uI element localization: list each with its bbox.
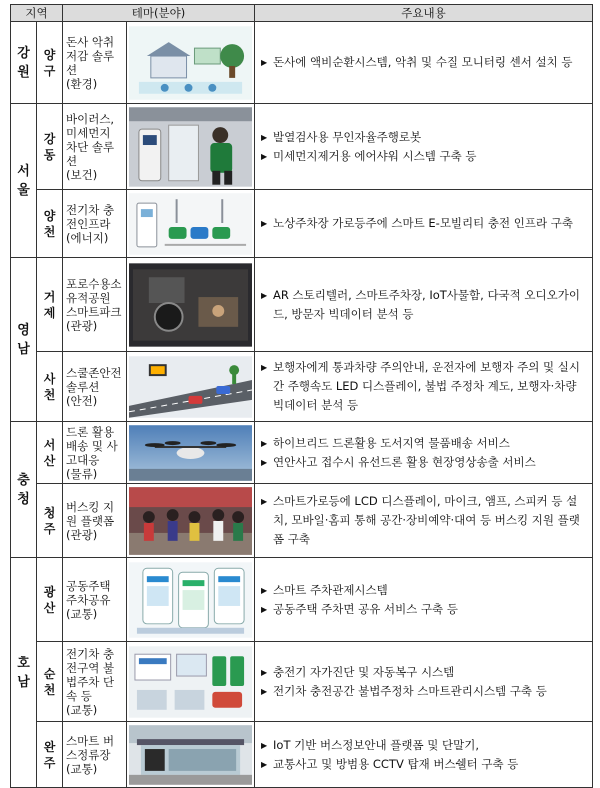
theme-cell [63,104,127,190]
theme-cell [63,422,127,484]
bullet-icon: ▶ [261,667,268,677]
content-cell [255,258,593,352]
region-label: 충 청 [17,472,30,507]
table-row [11,190,593,258]
list-item: ▶ 전기차 충전공간 불법주정차 스마트관리시스템 구축 등 [261,682,586,701]
content-cell [255,558,593,642]
image-cell [127,422,255,484]
list-item: ▶ 하이브리드 드론활용 도서지역 물품배송 서비스 [261,434,586,453]
theme-title: 공동주택 주차공유 [66,578,111,607]
bullet-icon: ▶ [261,438,268,448]
bullet-icon: ▶ [261,585,268,595]
list-item: ▶ 보행자에게 통과차량 주의안내, 운전자에 보행자 주의 및 실시간 주행속도 LED 디스플레이, 불법 주정차 계도, 보행자·차량 빅데이터 분석 등 [261,358,586,415]
city-cell [37,104,63,190]
region-cell [11,258,37,422]
theme-cell [63,190,127,258]
city-label: 거 제 [43,289,56,320]
image-cell [127,352,255,422]
bullet-icon: ▶ [261,219,268,228]
image-cell [127,484,255,558]
bullet-icon: ▶ [261,151,268,161]
city-label: 완 주 [43,739,56,770]
robot-kiosk-photo [129,107,252,187]
bullet-icon: ▶ [261,759,268,769]
bullet-icon: ▶ [261,363,268,372]
theme-cell [63,258,127,352]
bullet-icon: ▶ [261,604,268,614]
region-cell [11,422,37,558]
school-zone-diagram [129,356,252,418]
table-header-row [11,5,593,22]
list-item: ▶ 스마트 주차관제시스템 [261,581,586,600]
theme-category: (안전) [66,393,98,408]
theme-title: 스쿨존안전 솔루션 [66,365,122,394]
table-row [11,352,593,422]
city-label: 양 천 [43,208,56,239]
region-label: 호 남 [17,655,30,690]
ev-enforcement-diagram [129,646,252,718]
table-row [11,642,593,722]
theme-category: (관광) [66,318,98,333]
theme-title: 드론 활용 배송 및 사고대응 [66,424,118,467]
image-cell [127,258,255,352]
image-cell [127,190,255,258]
theme-title: 스마트 버스정류장 [66,733,115,762]
city-cell [37,558,63,642]
theme-title: 포로수용소 유적공원 스마트파크 [66,276,122,319]
content-cell [255,642,593,722]
theme-cell [63,352,127,422]
city-label: 사 천 [43,371,56,402]
parking-app-screens [129,562,252,638]
ev-charger-icon [129,193,252,255]
image-cell [127,558,255,642]
image-cell [127,104,255,190]
theme-category: (환경) [66,76,98,91]
city-cell [37,352,63,422]
content-cell [255,22,593,104]
table-row [11,104,593,190]
theme-cell [63,22,127,104]
list-item: ▶ 미세먼지제거용 에어샤워 시스템 구축 등 [261,147,586,166]
theme-cell [63,558,127,642]
city-cell [37,258,63,352]
region-label: 강 원 [17,45,30,80]
theme-title: 버스킹 지원 플랫폼 [66,499,115,528]
bullet-icon: ▶ [261,58,268,67]
table-row [11,484,593,558]
bullet-icon: ▶ [261,132,268,142]
city-cell [37,642,63,722]
city-cell [37,484,63,558]
header-content: 주요내용 [255,5,593,22]
content-cell [255,422,593,484]
list-item: ▶ 공동주택 주차면 공유 서비스 구축 등 [261,600,586,619]
theme-category: (관광) [66,527,98,542]
theme-category: (교통) [66,606,98,621]
theme-title: 전기차 충전구역 불법주차 단속 등 [66,646,115,703]
bullet-icon: ▶ [261,290,268,300]
city-label: 양 구 [43,47,56,78]
content-cell [255,352,593,422]
city-cell [37,422,63,484]
list-item: ▶ 발열검사용 무인자율주행로봇 [261,128,586,147]
list-item: ▶ 스마트가로등에 LCD 디스플레이, 마이크, 앰프, 스피커 등 설치, 모바일·홈피 통해 공간·장비예약·대여 등 버스킹 지원 플랫폼 구축 [261,492,586,549]
smart-park-photo [129,263,252,347]
region-cell [11,22,37,104]
list-item: ▶ 돈사에 액비순환시스템, 악취 및 수질 모니터링 센서 설치 등 [261,53,586,72]
theme-title: 돈사 악취 저감 솔루션 [66,34,115,77]
drone-photo [129,425,252,481]
table-row [11,258,593,352]
bullet-icon: ▶ [261,497,268,506]
theme-title: 바이러스, 미세먼지 차단 솔루션 [66,111,115,168]
city-label: 광 산 [43,584,56,615]
header-region: 지역 [11,5,63,22]
list-item: ▶ 연안사고 접수시 유선드론 활용 현장영상송출 서비스 [261,453,586,472]
content-cell [255,104,593,190]
theme-category: (교통) [66,761,98,776]
theme-category: (보건) [66,167,98,182]
theme-cell [63,642,127,722]
bus-shelter-photo [129,725,252,785]
bullet-icon: ▶ [261,740,268,750]
table-row [11,558,593,642]
region-cell [11,104,37,258]
region-label: 서 울 [17,163,30,198]
list-item: ▶ AR 스토리텔러, 스마트주차장, IoT사물함, 다국적 오디오가이드, 방문자 빅데이터 분석 등 [261,286,586,324]
pig-farm-icon [129,26,252,100]
theme-category: (교통) [66,702,98,717]
city-cell [37,190,63,258]
table-row [11,22,593,104]
city-label: 순 천 [43,666,56,697]
region-label: 영 남 [17,322,30,357]
smart-city-project-table [10,4,593,788]
list-item: ▶ IoT 기반 버스정보안내 플랫폼 및 단말기, [261,736,586,755]
city-cell [37,22,63,104]
theme-title: 전기차 충전인프라 [66,202,115,231]
theme-category: (물류) [66,466,98,481]
theme-cell [63,484,127,558]
project-table-wrapper [10,4,592,788]
city-label: 강 동 [43,131,56,162]
content-cell [255,484,593,558]
theme-category: (에너지) [66,230,109,245]
image-cell [127,22,255,104]
list-item: ▶ 노상주차장 가로등주에 스마트 E-모빌리티 충전 인프라 구축 [261,214,586,233]
content-cell [255,190,593,258]
list-item: ▶ 교통사고 및 방범용 CCTV 탑재 버스쉘터 구축 등 [261,755,586,774]
image-cell [127,642,255,722]
bullet-icon: ▶ [261,686,268,696]
city-label: 서 산 [43,437,56,468]
bullet-icon: ▶ [261,457,268,467]
city-label: 청 주 [43,505,56,536]
region-cell [11,558,37,788]
busking-photo [129,487,252,555]
table-row [11,422,593,484]
list-item: ▶ 충전기 자가진단 및 자동복구 시스템 [261,663,586,682]
header-theme: 테마(분야) [63,5,255,22]
